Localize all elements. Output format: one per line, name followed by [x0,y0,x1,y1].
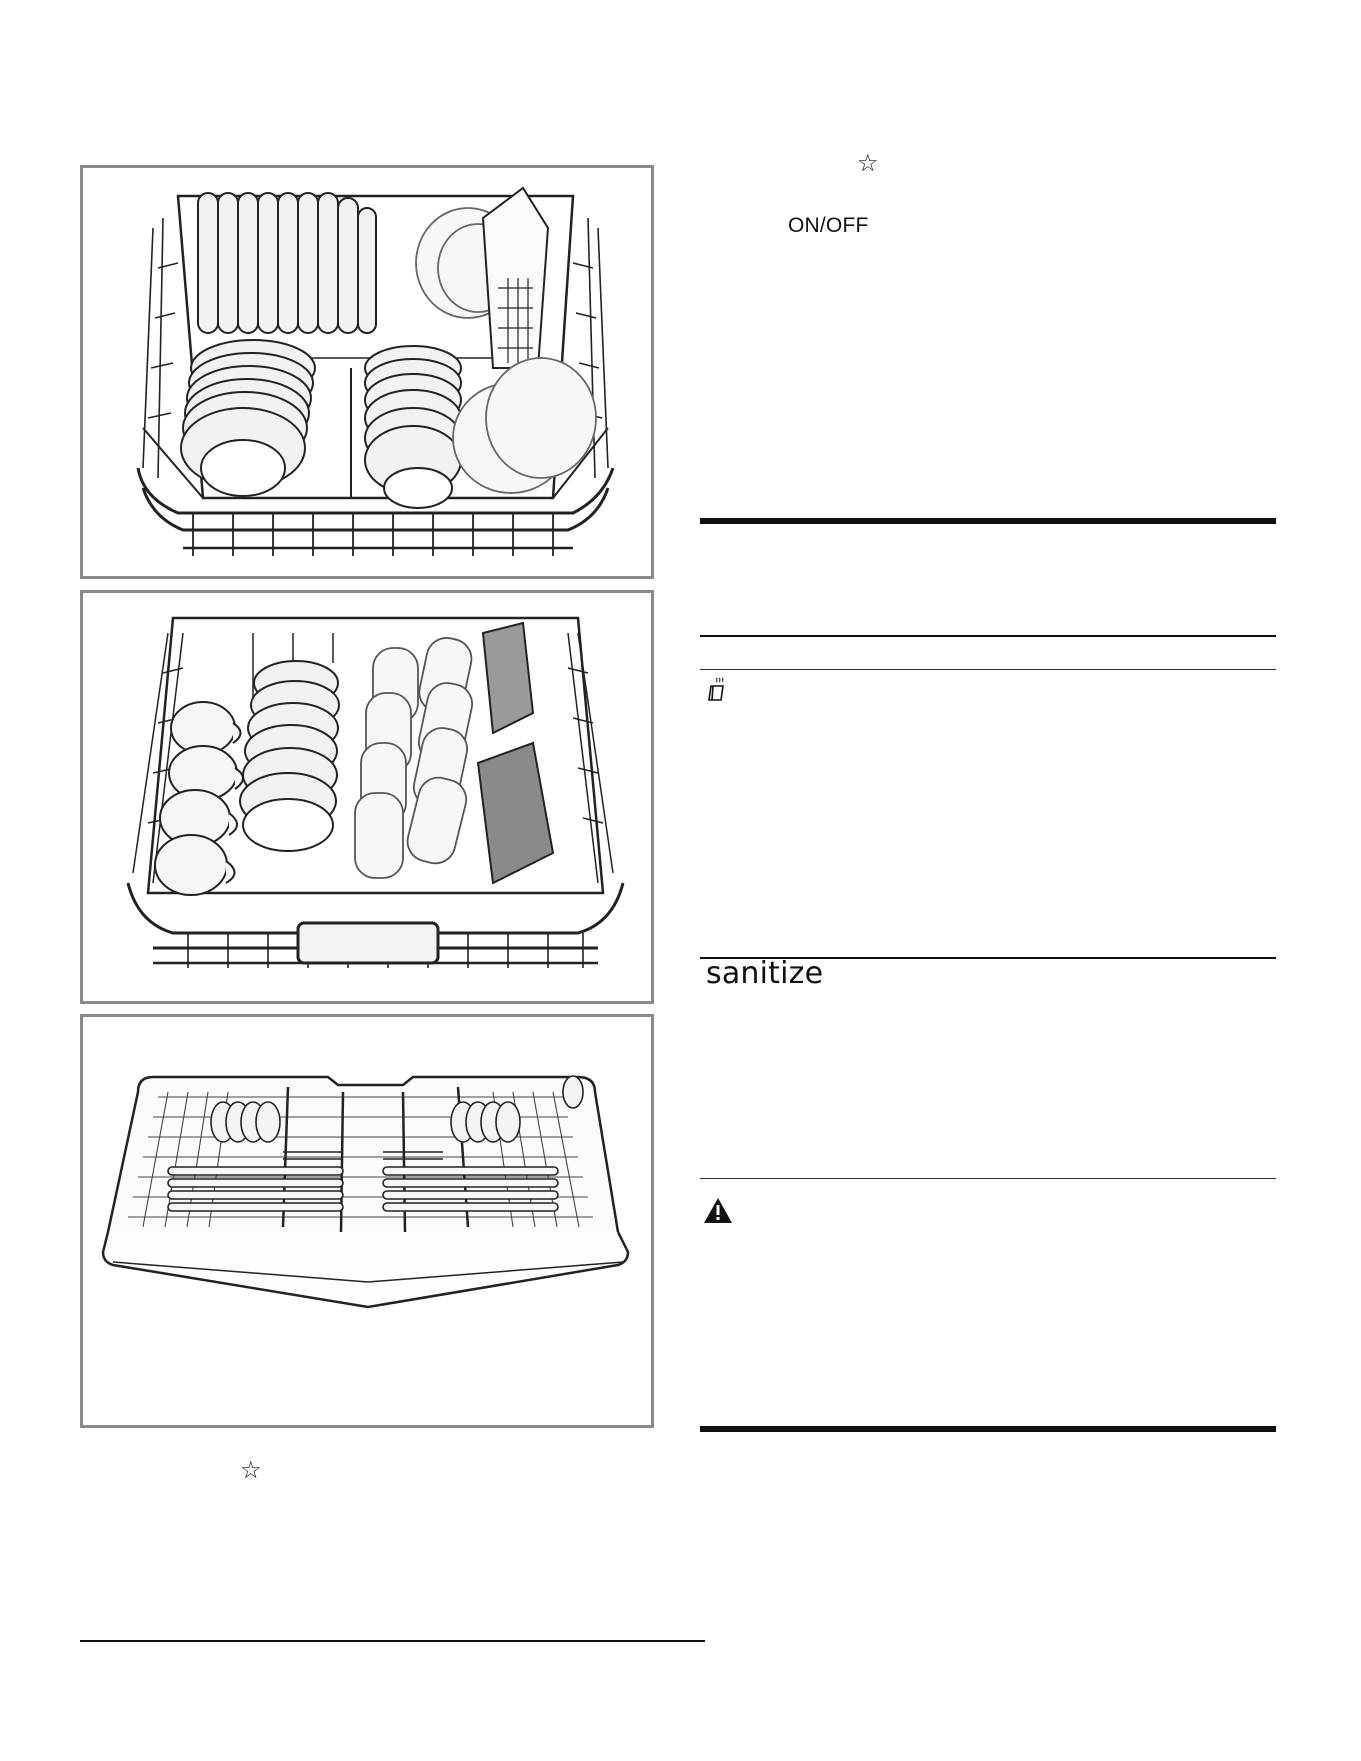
section-bottom-rule [700,1426,1276,1432]
lower-rack-illustration [83,168,651,576]
lower-rack-loading-figure [80,165,654,579]
table-row-rule [700,669,1276,670]
on-off-button-label: ON/OFF [788,214,869,237]
table-row-rule-3 [700,1178,1276,1179]
cutlery-tray-loading-figure [80,1014,654,1428]
cutlery-tray-illustration [83,1017,651,1425]
footnote-rule [80,1640,705,1642]
section-top-rule [700,518,1276,524]
warning-triangle-icon [703,1197,733,1224]
table-header-rule [700,635,1276,637]
star-outline-icon-bottom: ☆ [240,1456,262,1484]
upper-rack-loading-figure [80,590,654,1004]
door-steam-icon [707,676,729,702]
upper-rack-illustration [83,593,651,1001]
star-outline-icon: ☆ [857,149,879,177]
sanitize-label: sanitize [706,956,824,991]
